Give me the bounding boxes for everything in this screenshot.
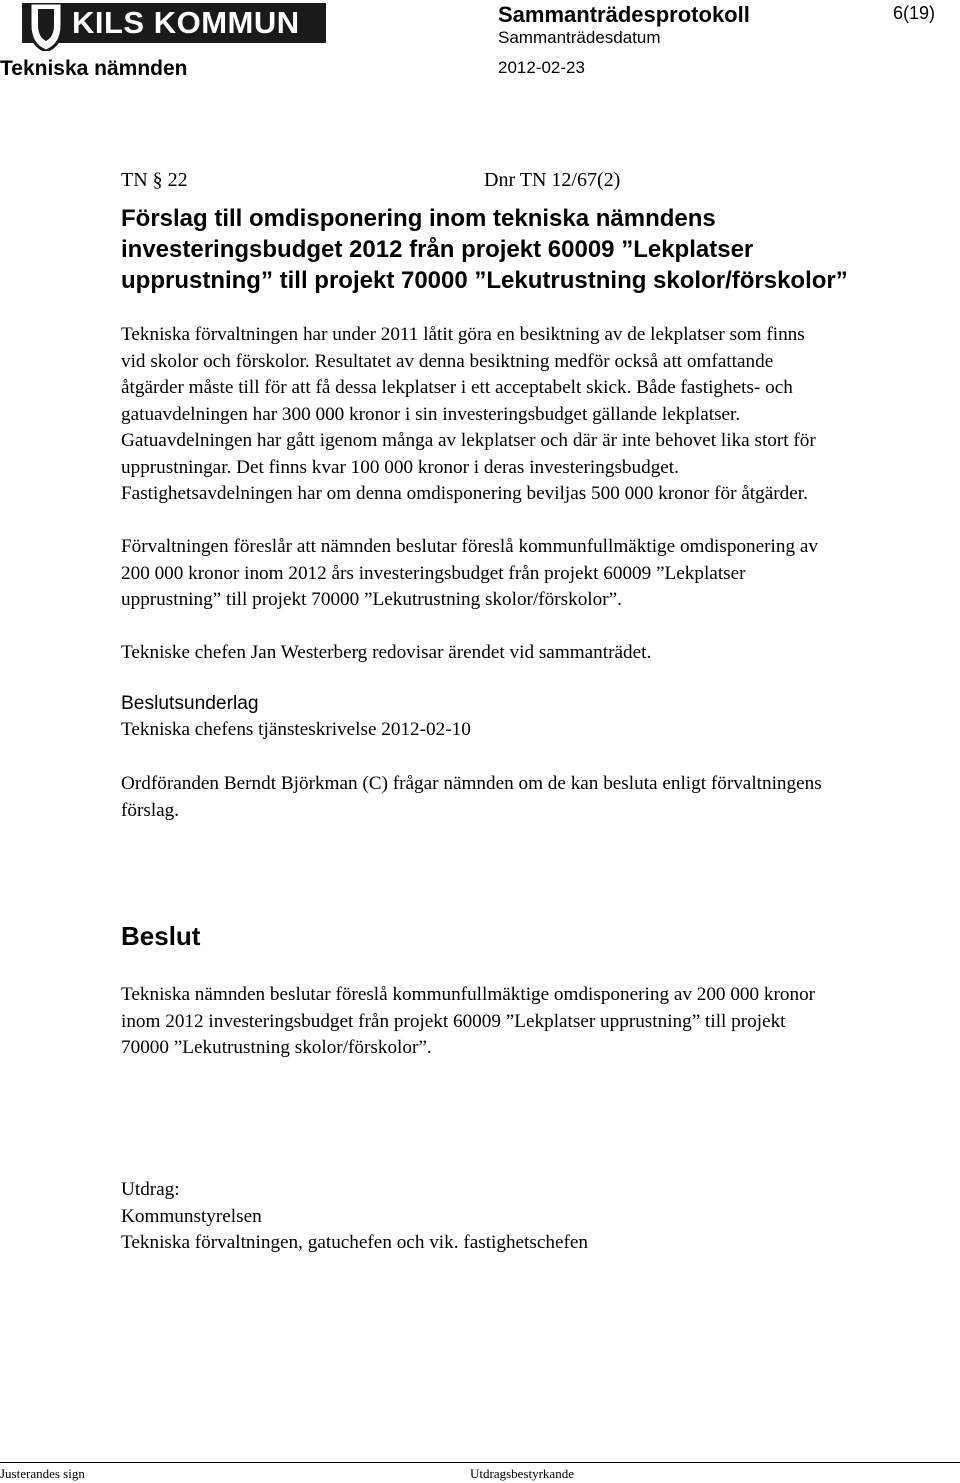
text-line: 70000 ”Lekutrustning skolor/förskolor”. — [121, 1037, 432, 1058]
text-line: Gatuavdelningen har gått igenom många av lekplatser och där är inte behovet lika stort för — [121, 430, 816, 451]
footer-justerandes-sign: Justerandes sign — [0, 1466, 85, 1481]
extract-recipient: Tekniska förvaltningen, gatuchefen och vik. fastighetschefen — [121, 1232, 588, 1253]
footer-utdragsbestyrkande: Utdragsbestyrkande — [470, 1466, 574, 1481]
extract-recipient: Kommunstyrelsen — [121, 1205, 262, 1227]
text-line: vid skolor och förskolor. Resultatet av denna besiktning medför också att omfattande — [121, 350, 774, 372]
decision-text — [121, 982, 960, 1062]
text-line: gatuavdelningen har 300 000 kronor i sin investeringsbudget gällande lekplatser. — [121, 403, 741, 425]
committee-name: Tekniska nämnden — [0, 57, 188, 80]
text-line: Tekniska chefens tjänsteskrivelse 2012-02-10 — [121, 719, 471, 740]
meeting-date-label: Sammanträdesdatum — [498, 28, 661, 47]
text-line: Fastighetsavdelningen har om denna omdisponering beviljas 500 000 kronor för åtgärder. — [121, 483, 808, 504]
paragraph-proposal — [121, 534, 960, 614]
text-line: förslag. — [121, 799, 180, 821]
paragraph-presentation — [121, 640, 960, 667]
heading-line: investeringsbudget 2012 från projekt 60009 ”Lekplatser — [121, 236, 754, 263]
text-line: Ordföranden Berndt Björkman (C) frågar nämnden om de kan besluta enligt förvaltningens — [121, 773, 822, 794]
text-line: Tekniska nämnden beslutar föreslå kommunfullmäktige omdisponering av 200 000 kronor — [121, 984, 816, 1005]
heading-line: Förslag till omdisponering inom tekniska nämndens — [121, 205, 716, 232]
paragraph-chairman — [121, 771, 960, 824]
paragraph-background — [121, 322, 960, 508]
case-number: TN § 22 — [121, 169, 188, 191]
meeting-date: 2012-02-23 — [498, 58, 585, 77]
text-line: upprustningar. Det finns kvar 100 000 kronor i deras investeringsbudget. — [121, 456, 679, 478]
extract-label: Utdrag: — [121, 1179, 180, 1200]
text-line: 200 000 kronor inom 2012 års investeringsbudget från projekt 60009 ”Lekplatser — [121, 562, 746, 584]
heading-line: upprustning” till projekt 70000 ”Lekutrustning skolor/förskolor” — [121, 267, 848, 294]
text-line: upprustning” till projekt 70000 ”Lekutrustning skolor/förskolor”. — [121, 589, 622, 610]
text-line: Tekniska förvaltningen har under 2011 låtit göra en besiktning av de lekplatser som finns — [121, 324, 805, 345]
footer-divider — [0, 1462, 960, 1463]
text-line: inom 2012 investeringsbudget från projekt 60009 ”Lekplatser upprustning” till projekt — [121, 1010, 786, 1032]
text-line: åtgärder måste till för att få dessa lekplatser i ett acceptabelt skick. Både fastighets- och — [121, 377, 793, 398]
decision-heading: Beslut — [121, 921, 201, 951]
logo-text: KILS KOMMUN — [72, 5, 300, 40]
beslutsunderlag-heading — [121, 691, 960, 718]
beslutsunderlag-item — [121, 717, 960, 744]
text-line: Beslutsunderlag — [121, 693, 259, 714]
text-line: Förvaltningen föreslår att nämnden beslutar föreslå kommunfullmäktige omdisponering av — [121, 536, 818, 557]
case-heading — [121, 203, 848, 296]
extract-list — [121, 1177, 960, 1257]
document-title: Sammanträdesprotokoll — [498, 2, 750, 27]
case-dnr: Dnr TN 12/67(2) — [484, 169, 621, 191]
text-line: Tekniske chefen Jan Westerberg redovisar ärendet vid sammanträdet. — [121, 642, 652, 663]
page-number: 6(19) — [893, 3, 936, 23]
